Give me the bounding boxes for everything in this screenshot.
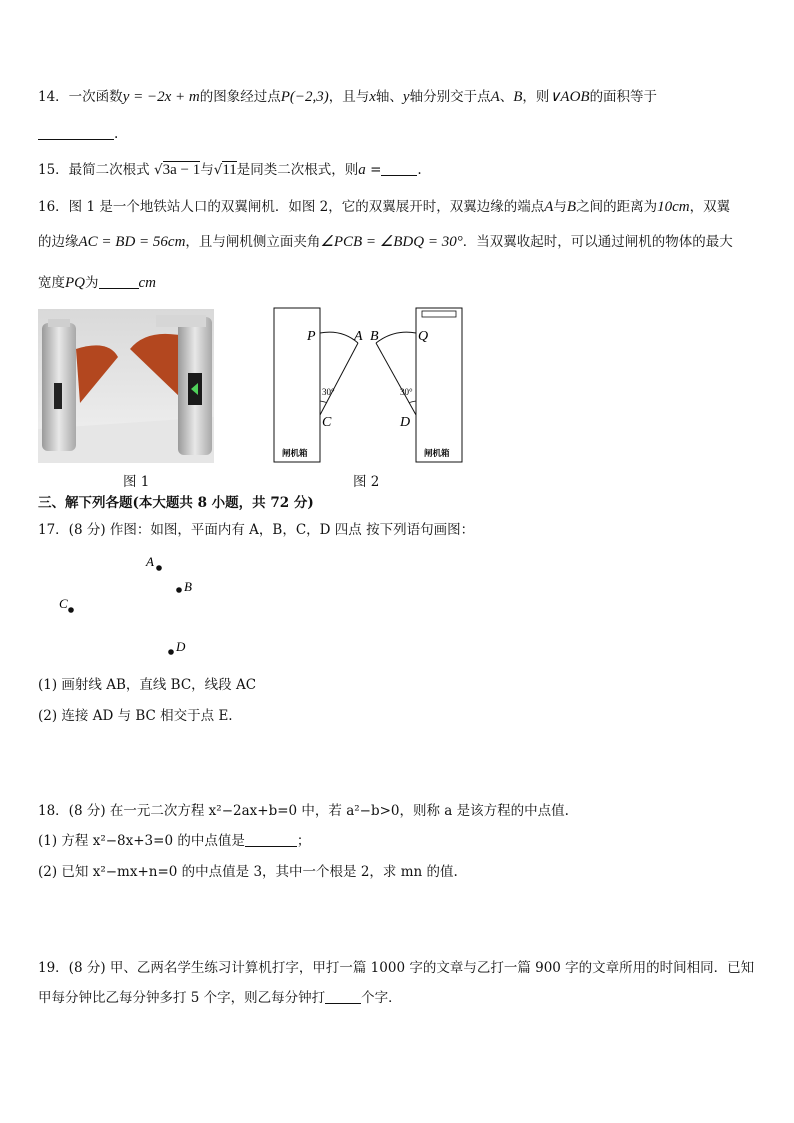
q15-answer-blank[interactable]: [381, 161, 417, 176]
label-P: P: [307, 329, 316, 344]
q17-part1: (1) 画射线 AB，直线 BC，线段 AC: [38, 677, 257, 693]
label-A: A: [354, 329, 363, 344]
q14-answer-blank[interactable]: [38, 125, 114, 140]
point-C: [68, 607, 74, 613]
q18-part1-text: (1) 方程 x²−8x+3=0 的中点值是: [38, 833, 245, 849]
q19-line1: 19．(8 分) 甲、乙两名学生练习计算机打字，甲打一篇 1000 字的文章与乙打一篇 900 字的文章所用的时间相同．已知: [38, 960, 755, 976]
q18-answer-blank[interactable]: [245, 832, 297, 847]
q16-line3: [38, 273, 156, 293]
q18-stem: 18．(8 分) 在一元二次方程 x²−2ax+b=0 中，若 a²−b>0，则称 a 是该方程的中点值.: [38, 803, 569, 819]
q15-var: a: [358, 162, 366, 178]
q15-radical2: √11: [213, 162, 237, 178]
angle-arc-left: [320, 401, 327, 403]
q14-point: P(−2,3): [280, 89, 329, 105]
label-angle-right: 30°: [400, 387, 413, 397]
q15-rad1-content: 3a − 1: [162, 162, 201, 178]
q15-eq: =: [365, 162, 382, 178]
q16-text9: 为: [85, 275, 99, 291]
label-angle-left: 30°: [322, 387, 335, 397]
q19-line2: [38, 988, 402, 1008]
q14-text: 14．一次函数: [38, 89, 123, 105]
q14-text2: 的图象经过点: [199, 89, 281, 105]
label-D: D: [400, 415, 411, 430]
q14-A: A: [490, 89, 500, 105]
q16-line1: [38, 197, 730, 217]
q15-text: 15．最简二次根式: [38, 162, 150, 178]
label-B: B: [370, 329, 379, 344]
wing-line-DB: [376, 343, 416, 415]
q14-text6: ，则: [522, 89, 550, 105]
q14-line1: [38, 87, 657, 107]
q16-PQ: PQ: [65, 275, 85, 291]
q14-triangle: ∨AOB: [549, 89, 590, 105]
q14-B: B: [513, 89, 523, 105]
point-B: [176, 587, 182, 593]
right-box-slot: [422, 311, 456, 317]
label-point-C: C: [59, 596, 68, 611]
q16-unit: cm: [138, 275, 156, 291]
q14-y: y: [402, 89, 410, 105]
point-D: [168, 649, 174, 655]
section3-heading: 三、解下列各题(本大题共 8 小题，共 72 分): [38, 495, 314, 511]
label-C: C: [322, 415, 332, 430]
q16-answer-blank[interactable]: [99, 274, 139, 289]
q14-text3: ，且与: [328, 89, 370, 105]
figure2-diagram: [270, 305, 470, 465]
q17-points-diagram: [50, 550, 230, 665]
q19-text: 甲每分钟比乙每分钟多打 5 个字，则乙每分钟打: [38, 990, 326, 1006]
q17-part2: (2) 连接 AD 与 BC 相交于点 E.: [38, 708, 233, 724]
q14-end: .: [114, 126, 119, 142]
point-A: [156, 565, 162, 571]
q16-text4: ，双翼: [689, 199, 731, 215]
q15-text3: 是同类二次根式，则: [236, 162, 359, 178]
q18-part2: (2) 已知 x²−mx+n=0 的中点值是 3，其中一个根是 2，求 mn 的值.: [38, 864, 458, 880]
angle-arc-right: [409, 401, 416, 403]
q16-B: B: [566, 199, 577, 215]
q16-text1: 16．图 1 是一个地铁站人口的双翼闸机．如图 2，它的双翼展开时，双翼边缘的端点: [38, 199, 545, 215]
q15-text2: 与: [200, 162, 214, 178]
q16-eq1: AC = BD = 56cm: [78, 234, 186, 250]
q16-text2: 与: [553, 199, 567, 215]
q15-rad2-content: 11: [222, 162, 237, 178]
q17-stem: 17．(8 分) 作图：如图，平面内有 A，B，C，D 四点 按下列语句画图：: [38, 522, 475, 538]
label-point-B: B: [184, 579, 192, 594]
q15-radical1: √3a − 1: [153, 162, 201, 178]
q19-end: 个字．: [361, 990, 402, 1006]
q16-text8: 宽度: [38, 275, 65, 291]
label-box-right: 闸机箱: [424, 449, 450, 459]
q18-part1: [38, 831, 310, 851]
q16-text3: 之间的距离为: [576, 199, 658, 215]
q16-eq2: ∠PCB = ∠BDQ = 30°: [320, 234, 463, 250]
figure1-caption: 图 1: [123, 474, 150, 490]
q14-line2: [38, 124, 118, 144]
label-Q: Q: [418, 329, 429, 344]
q14-sep: 、: [499, 89, 514, 105]
q16-text7: ．当双翼收起时，可以通过闸机的物体的最大: [462, 234, 733, 250]
q16-text6: ，且与闸机侧立面夹角: [185, 234, 321, 250]
q16-dist: 10cm: [657, 199, 690, 215]
q16-text5: 的边缘: [38, 234, 79, 250]
q16-line2: [38, 232, 733, 252]
figure2-caption: 图 2: [353, 474, 380, 490]
q14-formula: y = −2x + m: [122, 89, 200, 105]
q15-line: [38, 160, 422, 180]
q18-part1-end: ；: [296, 833, 311, 849]
label-box-left: 闸机箱: [282, 449, 308, 459]
q14-text7: 的面积等于: [589, 89, 658, 105]
q15-end: .: [417, 162, 422, 178]
q14-x: x: [369, 89, 376, 105]
q19-answer-blank[interactable]: [325, 989, 361, 1004]
label-point-A: A: [146, 554, 154, 569]
q16-A: A: [544, 199, 554, 215]
q14-text5: 轴分别交于点: [409, 89, 491, 105]
arc-QB: [376, 332, 416, 343]
figure1-turnstile-illustration: [38, 309, 214, 463]
wing-line-CA: [320, 343, 358, 415]
arc-PA: [320, 332, 358, 343]
label-point-D: D: [176, 639, 186, 654]
q14-text4: 轴、: [375, 89, 403, 105]
